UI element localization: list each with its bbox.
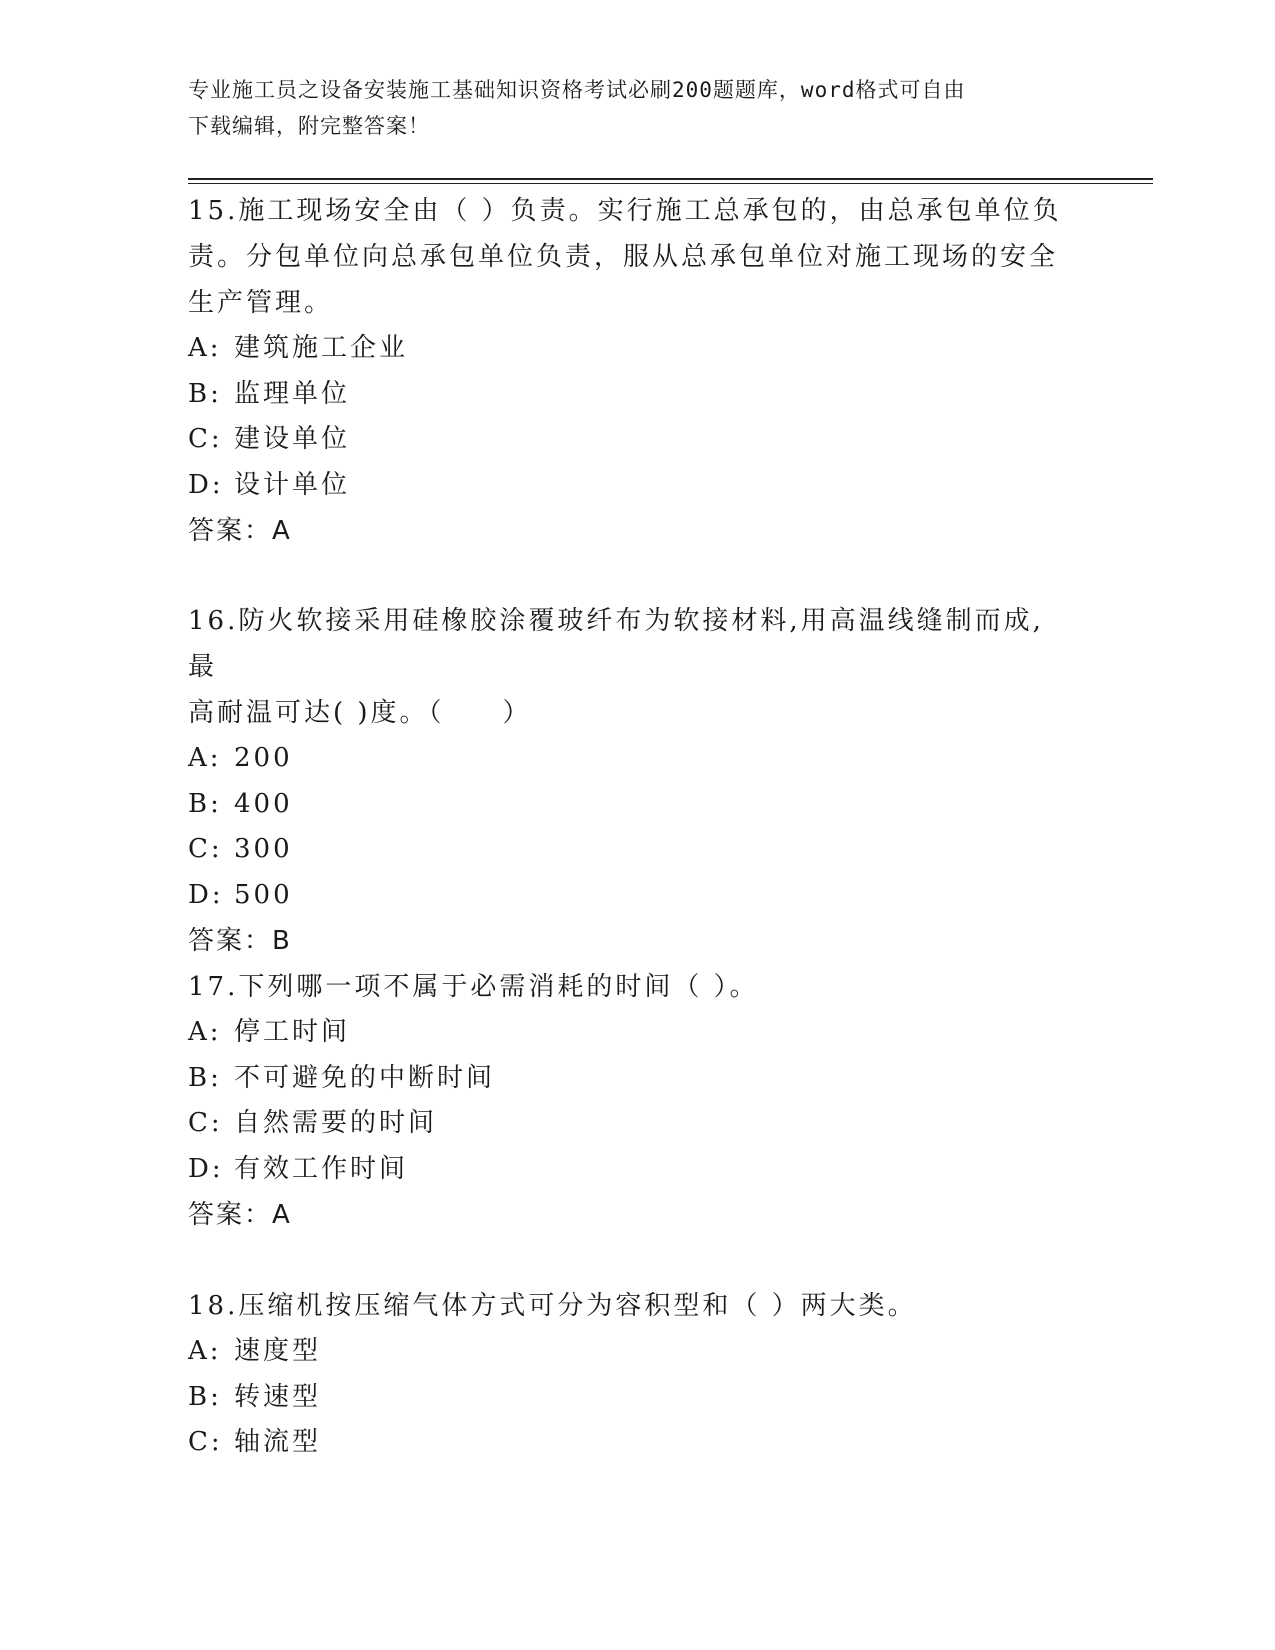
option-b: [188, 1056, 1068, 1102]
question-stem-line: 高耐温可达( )度。（ ）: [188, 698, 532, 728]
question-16: [188, 598, 1068, 964]
option-text: 200: [234, 743, 293, 773]
option-text: 300: [234, 834, 293, 864]
option-letter: D:: [188, 879, 224, 910]
option-b: [188, 782, 1068, 828]
question-stem-line: 生产管理。: [188, 288, 334, 318]
option-letter: D:: [188, 1153, 224, 1184]
option-d: [188, 463, 1068, 509]
option-text: 500: [234, 879, 293, 910]
option-letter: C:: [188, 1427, 223, 1457]
option-b: [188, 372, 1068, 418]
option-c: [188, 827, 1068, 873]
option-a: [188, 1329, 1068, 1375]
header-divider-thin: [188, 183, 1153, 184]
header-divider-thick: [188, 178, 1153, 180]
option-c: [188, 417, 1068, 463]
option-text: 有效工作时间: [234, 1153, 409, 1184]
option-text: 建设单位: [234, 424, 351, 454]
option-text: 转速型: [234, 1381, 322, 1412]
option-text: 监理单位: [234, 378, 351, 409]
answer-line: 答案：A: [188, 1200, 292, 1230]
question-18: [188, 1283, 1068, 1466]
option-text: 轴流型: [234, 1427, 322, 1457]
question-15: [188, 188, 1068, 554]
option-text: 建筑施工企业: [234, 333, 409, 363]
option-letter: B:: [188, 1381, 222, 1412]
option-letter: A:: [188, 1017, 222, 1047]
document-header: [188, 72, 1068, 144]
question-stem-line: 16.防火软接采用硅橡胶涂覆玻纤布为软接材料,用高温线缝制而成,最: [188, 606, 1044, 682]
question-17: [188, 964, 1068, 1238]
option-letter: D:: [188, 469, 224, 500]
question-stem-line: 17.下列哪一项不属于必需消耗的时间（ ）。: [188, 972, 759, 1002]
option-letter: C:: [188, 424, 223, 454]
header-title-line-1: 专业施工员之设备安装施工基础知识资格考试必刷200题题库，word格式可自由: [188, 78, 966, 102]
question-stem-line: 15.施工现场安全由（ ）负责。实行施工总承包的，由总承包单位负: [188, 196, 1062, 226]
option-text: 400: [234, 788, 293, 819]
option-a: [188, 736, 1068, 782]
option-letter: B:: [188, 1062, 222, 1093]
option-text: 不可避免的中断时间: [234, 1062, 496, 1093]
header-title-line-2: 下载编辑，附完整答案！: [188, 114, 430, 138]
option-text: 设计单位: [234, 469, 351, 500]
option-letter: C:: [188, 834, 223, 864]
option-letter: C:: [188, 1108, 223, 1138]
option-letter: A:: [188, 333, 222, 363]
option-d: [188, 1147, 1068, 1193]
option-b: [188, 1375, 1068, 1421]
option-letter: B:: [188, 788, 222, 819]
option-text: 停工时间: [234, 1017, 351, 1047]
option-a: [188, 1010, 1068, 1056]
option-letter: B:: [188, 378, 222, 409]
option-d: [188, 873, 1068, 919]
option-a: [188, 326, 1068, 372]
answer-line: 答案：B: [188, 926, 292, 956]
question-stem-line: 责。分包单位向总承包单位负责，服从总承包单位对施工现场的安全: [188, 242, 1059, 272]
answer-line: 答案：A: [188, 516, 292, 546]
question-stem-line: 18.压缩机按压缩气体方式可分为容积型和（ ）两大类。: [188, 1291, 917, 1321]
option-letter: A:: [188, 1336, 222, 1366]
option-letter: A:: [188, 743, 222, 773]
option-c: [188, 1101, 1068, 1147]
option-text: 自然需要的时间: [234, 1108, 438, 1138]
option-text: 速度型: [234, 1336, 322, 1366]
option-c: [188, 1420, 1068, 1466]
